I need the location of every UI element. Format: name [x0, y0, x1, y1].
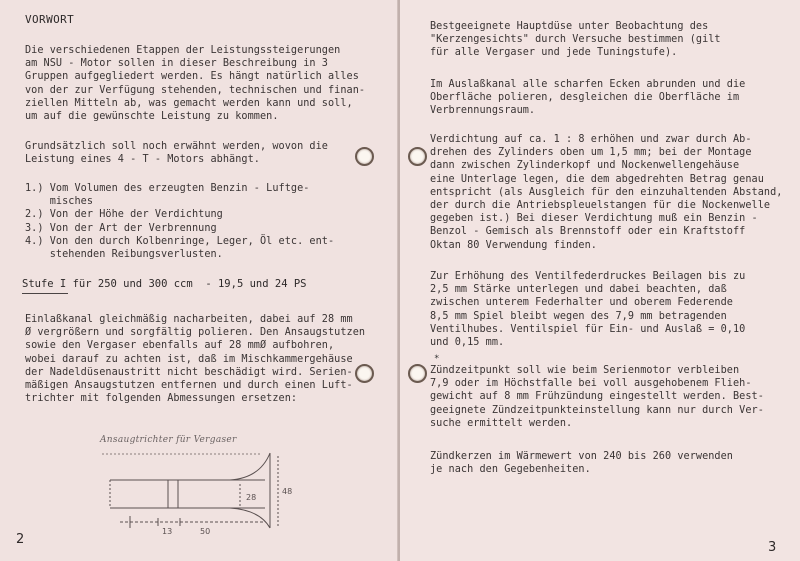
- intro-paragraph: Die verschiedenen Etappen der Leistungssteigerungen am NSU - Motor sollen in dieser Beschreibung in 3 Gruppen aufgegliedert werden. Es hängt natürlich alles von der zur Verfügung stehenden, technischen und finan- ziellen Mitteln ab, was gemacht werden kann und soll, um auf die gewünschte Leistung zu kommen.: [25, 45, 366, 123]
- spark-plug-paragraph: Zündkerzen im Wärmewert von 240 bis 260 verwenden je nach den Gegebenheiten.: [430, 451, 733, 476]
- dimension-28: 28: [246, 493, 257, 502]
- dimension-13: 13: [162, 527, 173, 536]
- left-page: [0, 0, 398, 561]
- page-number-left: 2: [16, 532, 25, 547]
- compression-paragraph: Verdichtung auf ca. 1 : 8 erhöhen und zwar durch Ab- drehen des Zylinders oben um 1,5 mm; bei der Montage dann zwischen Zylinderkopf und Nockenwellengehäuse eine Unterlage legen, die dem abgedrehten Betrag genau entspricht (als Ausgleich für den einzuhaltenden Abstand, der durch die Antriebspleuelstangen für die Nockenwelle gegeben ist.) Bei dieser Verdichtung muß ein Benzin - Benzol - Gemisch als Brennstoff oder ein Kraftstoff Oktan 80 Verwendung finden.: [430, 134, 783, 251]
- binding-hole-upper: [355, 147, 374, 166]
- binding-hole-lower-right: [408, 364, 427, 383]
- ignition-paragraph: Zündzeitpunkt soll wie beim Serienmotor verbleiben 7,9 oder im Höchstfalle bei voll ausgehobenem Flieh- gewicht auf 8 mm Frühzündung eingestellt werden. Best- geeignete Zündzeitpunkteinstellung kann nur durch Ver- suche ermittelt werden.: [430, 365, 764, 429]
- binding-hole-upper-right: [408, 147, 427, 166]
- preface-heading: VORWORT: [25, 13, 75, 26]
- page-number-right: 3: [768, 540, 777, 555]
- exhaust-paragraph: Im Auslaßkanal alle scharfen Ecken abrunden und die Oberfläche polieren, desgleichen die Oberfläche im Verbrennungsraum.: [430, 79, 746, 117]
- stage-label: Stufe I: [22, 278, 67, 290]
- factor-list: 1.) Vom Volumen des erzeugten Benzin - Luftge- misches 2.) Von der Höhe der Verdichtung 3.) Von der Art der Verbrennung 4.) Von den durch Kolbenringe, Leger, Öl etc. ent- stehenden Reibungsverlusten.: [25, 183, 335, 261]
- stage-description: für 250 und 300 ccm - 19,5 und 24 PS: [66, 278, 307, 290]
- basis-paragraph: Grundsätzlich soll noch erwähnt werden, wovon die Leistung eines 4 - T - Motors abhängt.: [25, 141, 328, 166]
- intake-funnel-sketch: [100, 448, 340, 548]
- right-page: [400, 0, 800, 561]
- main-jet-paragraph: Bestgeeignete Hauptdüse unter Beobachtung des "Kerzengesichts" durch Versuche bestimmen (gilt für alle Vergaser und jede Tuningstufe).: [430, 21, 721, 59]
- intake-paragraph: Einlaßkanal gleichmäßig nacharbeiten, dabei auf 28 mm Ø vergrößern und sorgfältig polieren. Den Ansaugstutzen sowie den Vergaser ebenfalls auf 28 mmØ aufbohren, wobei darauf zu achten ist, daß im Mischkammergehäuse der Nadeldüsenaustritt nicht beschädigt wird. Serien- mäßigen Ansaugstutzen entfernen und durch einen Luft- trichter mit folgenden Abmessungen ersetzen:: [25, 314, 366, 405]
- dimension-50: 50: [200, 527, 211, 536]
- valve-spring-paragraph: Zur Erhöhung des Ventilfederdruckes Beilagen bis zu 2,5 mm Stärke unterlegen und dabei beachten, daß zwischen unterem Federhalter und oberem Federende 8,5 mm Spiel bleibt wegen des 7,9 mm betragenden Ventilhubes. Ventilspiel für Ein- und Auslaß = 0,10 und 0,15 mm.: [430, 271, 746, 349]
- stage-heading: [22, 278, 306, 290]
- stage-underline: [22, 293, 68, 294]
- sketch-caption: Ansaugtrichter für Vergaser: [100, 435, 237, 445]
- dimension-48: 48: [282, 487, 293, 496]
- binding-hole-lower: [355, 364, 374, 383]
- footnote-star: *: [434, 354, 440, 364]
